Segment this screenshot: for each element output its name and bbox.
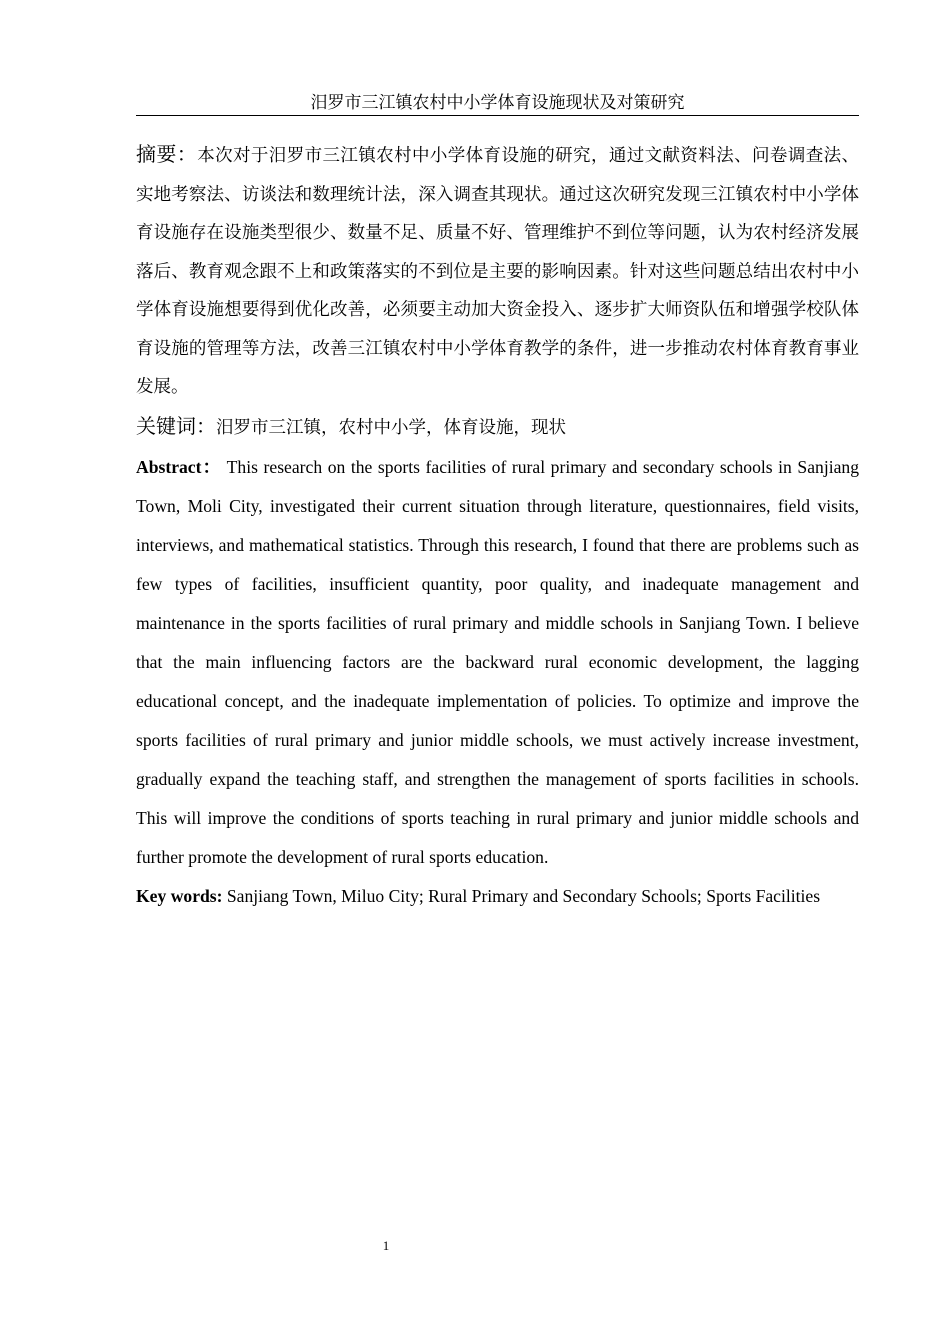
english-keywords-label: Key words: (136, 885, 223, 906)
english-abstract-text: This research on the sports facilities of rural primary and secondary schools in Sanjiang Town, Moli City, investigated their current situation through literature, questionnaires, field visits, interviews, and mathematical statistics. Through this research, I found that there are problems such as few types of facilities, insufficient quantity, poor quality, and inadequate management and maintenance in the sports facilities of rural primary and middle schools in Sanjiang Town. I believe that the main influencing factors are the backward rural economic development, the lagging educational concept, and the inadequate implementation of policies. To optimize and improve the sports facilities of rural primary and junior middle schools, we must actively increase investment, gradually expand the teaching staff, and strengthen the management of sports facilities in schools. This will improve the conditions of sports teaching in rural primary and junior middle schools and further promote the development of rural sports education. (136, 456, 859, 867)
chinese-abstract (136, 135, 859, 407)
abstract-content (136, 135, 859, 916)
chinese-keywords (136, 407, 859, 447)
chinese-abstract-label: 摘要： (136, 142, 198, 166)
english-keywords-text: Sanjiang Town, Miluo City; Rural Primary and Secondary Schools; Sports Facilities (222, 885, 821, 906)
chinese-keywords-label: 关键词： (136, 413, 216, 438)
english-abstract (136, 448, 859, 877)
page-number: 1 (382, 1238, 390, 1253)
running-header (136, 92, 859, 116)
chinese-keywords-text: 汨罗市三江镇，农村中小学，体育设施，现状 (216, 417, 566, 438)
english-keywords (136, 877, 859, 916)
english-abstract-label: Abstract： (136, 456, 222, 477)
chinese-abstract-text: 本次对于汨罗市三江镇农村中小学体育设施的研究，通过文献资料法、问卷调查法、实地考察法、访谈法和数理统计法，深入调查其现状。通过这次研究发现三江镇农村中小学体育设施存在设施类型很少、数量不足、质量不好、管理维护不到位等问题，认为农村经济发展落后、教育观念跟不上和政策落实的不到位是主要的影响因素。针对这些问题总结出农村中小学体育设施想要得到优化改善，必须要主动加大资金投入、逐步扩大师资队伍和增强学校队体育设施的管理等方法，改善三江镇农村中小学体育教学的条件，进一步推动农村体育教育事业发展。 (136, 146, 860, 397)
header-title: 汨罗市三江镇农村中小学体育设施现状及对策研究 (310, 93, 685, 113)
